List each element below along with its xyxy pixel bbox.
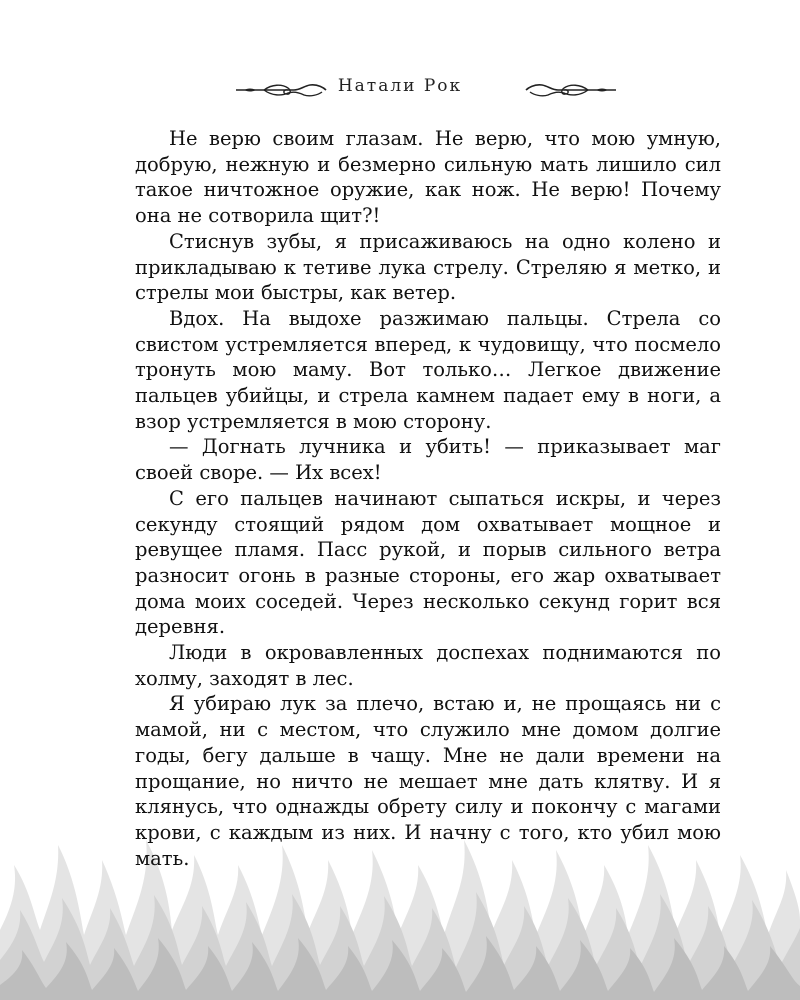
paragraph: Люди в окровавленных доспехах поднимаются по холму, заходят в лес. bbox=[135, 641, 721, 690]
paragraph: — Догнать лучника и убить! — приказывает маг своей своре. — Их всех! bbox=[135, 435, 721, 485]
paragraph: Стиснув зубы, я присаживаюсь на одно колено и прикладываю к тетиве лука стрелу. Стреляю я метко, и стрелы мои быстры, как ветер. bbox=[135, 229, 721, 305]
paragraph: Вдох. На выдохе разжимаю пальцы. Стрела со свистом устремляется вперед, к чудовищу, что посмело тронуть мою маму. Вот только… Легкое движение пальцев убийцы, и стрела камнем падает ему в ноги, а взор устремляется в мою сторону. bbox=[135, 306, 721, 433]
paragraph: Я убираю лук за плечо, встаю и, не прощаясь ни с мамой, ни с местом, что служило мне домом долгие годы, бегу дальше в чащу. Мне не дали времени на прощание, но ничто не мешает мне дать клятву. И я клянусь, что однажды обрету силу и покончу с магами крови, с каждым из них. И начну с того, кто убил мою мать. bbox=[135, 692, 721, 870]
scroll-ornament-icon bbox=[524, 80, 618, 100]
running-header bbox=[0, 74, 800, 106]
paragraph: Не верю своим глазам. Не верю, что мою умную, добрую, нежную и безмерно сильную мать лишило сил такое ничтожное оружие, как нож. Не верю! Почему она не сотворила щит?! bbox=[135, 127, 721, 228]
body-text bbox=[135, 126, 721, 871]
paragraph: С его пальцев начинают сыпаться искры, и через секунду стоящий рядом дом охватывает мощное и ревущее пламя. Пасс рукой, и порыв сильного ветра разносит огонь в разные стороны, его жар охватывает дома моих соседей. Через несколько секунд горит вся деревня. bbox=[135, 486, 721, 639]
author-name: Натали Рок bbox=[337, 76, 463, 96]
